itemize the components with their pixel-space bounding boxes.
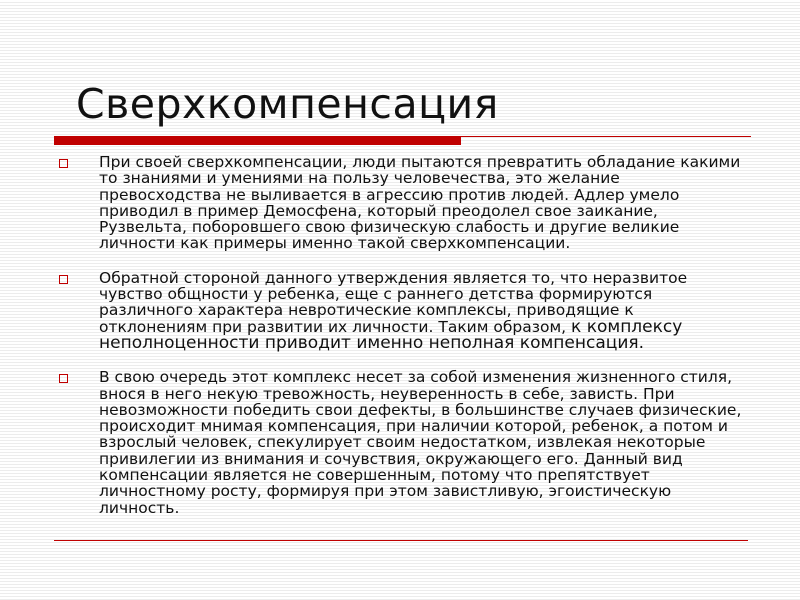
bottom-divider [54, 540, 748, 541]
title-underline-thick [54, 136, 461, 145]
slide-title: Сверхкомпенсация [76, 80, 499, 128]
bullet-list [56, 154, 746, 534]
bullet-text: В свою очередь этот комплекс несет за собой изменения жизненного стиля, внося в него некую тревожность, неуверенность в себе, зависть. При невозможности победить свои дефекты, в большинстве случаев физические, происходит мнимая компенсация, при наличии которой, ребенок, а потом и взрослый человек, спекулирует своим недостатком, извлекая некоторые привилегии из внимания и сочувствия, окружающего его. Данный вид компенсации является не совершенным, потому что препятствует личностному росту, формируя при этом завистливую, эгоистическую личность. [99, 368, 742, 517]
bullet-text: При своей сверхкомпенсации, люди пытаются превратить обладание какими то знаниями и умениями на пользу человечества, это желание превосходства не выливается в агрессию против людей. Адлер умело приводил в пример Демосфена, который преодолел свое заикание, Рузвельта, поборовшего свою физическую слабость и другие великие личности как примеры именно такой сверхкомпенсации. [99, 153, 741, 253]
bullet-item [56, 154, 746, 252]
bullet-item [56, 270, 746, 351]
hollow-square-icon [59, 159, 68, 168]
bullet-emphasis-text: к комплексу неполноценности приводит именно неполная компенсация. [99, 316, 683, 353]
hollow-square-icon [59, 374, 68, 383]
bullet-item [56, 369, 746, 516]
title-underline-thin [461, 136, 751, 137]
bullet-text: Обратной стороной данного утверждения является то, что неразвитое чувство общности у ребенка, еще с раннего детства формируются различного характера невротические комплексы, приводящие к отклонениям при развитии их личности. Таким образом, [99, 268, 688, 336]
hollow-square-icon [59, 275, 68, 284]
